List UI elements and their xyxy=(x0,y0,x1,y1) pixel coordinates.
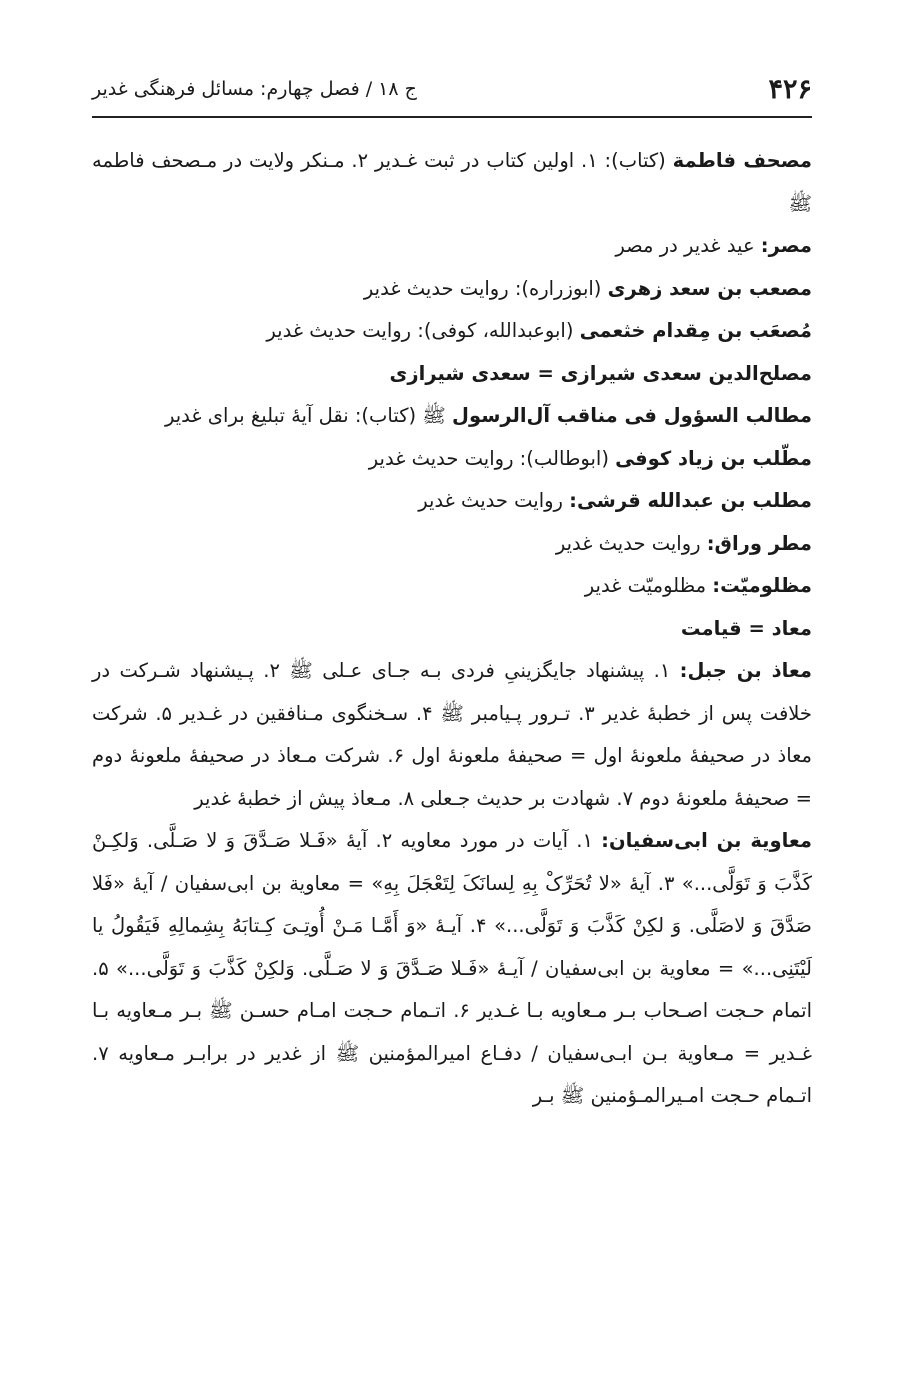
entry-term: معاذ بن جبل: xyxy=(679,659,812,682)
index-entry xyxy=(92,650,812,820)
index-entry xyxy=(92,268,812,311)
header-divider xyxy=(92,116,812,118)
index-entry xyxy=(92,438,812,481)
entry-term: مصعب بن سعد زهری xyxy=(607,276,812,300)
index-entry xyxy=(92,353,812,396)
entry-term: مظلومیّت: xyxy=(712,574,812,597)
index-entry xyxy=(92,565,812,608)
index-entry xyxy=(92,395,812,438)
entry-term: مصلح‌الدین سعدی شیرازی = سعدی شیرازی xyxy=(389,361,812,385)
index-entry xyxy=(92,225,812,268)
index-entry xyxy=(92,310,812,353)
entry-term: معاویة بن ابی‌سفیان: xyxy=(601,829,812,852)
index-entry xyxy=(92,140,812,225)
entry-term: مُصعَب بن مِقدام خثعمی xyxy=(579,319,812,342)
entry-text: (ابوزراره): روایت حدیث غدیر xyxy=(363,276,608,300)
entry-term: مطالب السؤول فی مناقب آل‌الرسول xyxy=(452,404,812,427)
index-entry xyxy=(92,480,812,523)
entry-text: (کتاب): ۱. اولین کتاب در ثبت غـدیر ۲. مـنکر ولایت در مـصحف فاطمه ﷺ xyxy=(92,149,812,215)
index-entry xyxy=(92,523,812,566)
page-number: ۴۲۶ xyxy=(768,73,812,105)
entry-text: ۱. آیات در مورد معاویه ۲. آیهٔ «فَـلا صَـدَّقَ وَ لا صَـلَّی. وَلکِـنْ کَذَّبَ وَ تَوَلَّی...» ۳. آیهٔ «لا تُحَرِّکْ بِهِ لِسانَکَ لِتَعْجَلَ بِهِ» = معاویة بن ابی‌سفیان / آیهٔ «فَلا صَدَّقَ وَ لاصَلَّی. وَ لکِنْ کَذَّبَ وَ تَوَلَّی...» ۴. آیـهٔ «وَ أَمَّـا مَـنْ أُوتِـیَ کِـتابَهُ بِشِمالِهِ فَیَقُولُ یا لَیْتَنِی...» = معاویة بن ابی‌سفیان / آیـهٔ «فَـلا صَـدَّقَ وَ لا صَـلَّی. وَلکِنْ کَذَّبَ وَ تَوَلَّی...» ۵. اتمام حـجت اصـحاب بـر مـعاویه بـا غـدیر ۶. اتـمام حـجت امـام حسـن ﷺ بـر مـعاویه بـا غـدیر = مـعاویة بـن ابـی‌سفیان / دفـاع امیرالمؤمنین ﷺ از غدیر در برابـر مـعاویه ۷. اتـمام حـجت امـیرالمـؤمنین ﷺ بـر xyxy=(92,829,813,1107)
entry-text: ﷺ (کتاب): نقل آیهٔ تبلیغ برای غدیر xyxy=(164,404,453,427)
entry-text: مظلومیّت غدیر xyxy=(584,574,713,597)
entry-term: مصحف فاطمة xyxy=(672,149,812,172)
running-title: ج ۱۸ / فصل چهارم: مسائل فرهنگی غدیر xyxy=(92,78,417,100)
entry-text: (ابوعبدالله، کوفی): روایت حدیث غدیر xyxy=(266,319,580,342)
entry-term: مطلب بن عبدالله قرشی: xyxy=(569,489,812,512)
entry-text: (ابوطالب): روایت حدیث غدیر xyxy=(368,446,616,470)
entry-text: عید غدیر در مصر xyxy=(615,234,761,257)
entry-term: مطر وراق: xyxy=(706,531,812,555)
page-header xyxy=(92,60,812,118)
entry-term: مطّلب بن زیاد کوفی xyxy=(615,446,812,470)
entry-text: ۱. پیشنهاد جایگزینیِ فردی بـه جـای عـلی ﷺ ۲. پـیشنهاد شـرکت در خلافت پس از خطبهٔ غدیر ۳. تـرور پـیامبر ﷺ ۴. سـخنگوی مـنافقین در غـدیر ۵. شرکت معاذ در صحیفهٔ ملعونهٔ اول = صحیفهٔ ملعونهٔ اول ۶. شرکت مـعاذ در صحیفهٔ ملعونهٔ دوم = صحیفهٔ ملعونهٔ دوم ۷. شهادت بر حدیث جـعلی ۸. مـعاذ پیش از خطبهٔ غدیر xyxy=(92,659,813,810)
index-entry xyxy=(92,608,812,651)
entry-term: مصر: xyxy=(760,234,812,257)
index-entries xyxy=(92,140,812,1118)
index-entry xyxy=(92,820,812,1118)
entry-term: معاد = قیامت xyxy=(680,616,812,640)
entry-text: روایت حدیث غدیر xyxy=(418,489,570,512)
entry-text: روایت حدیث غدیر xyxy=(555,531,707,555)
